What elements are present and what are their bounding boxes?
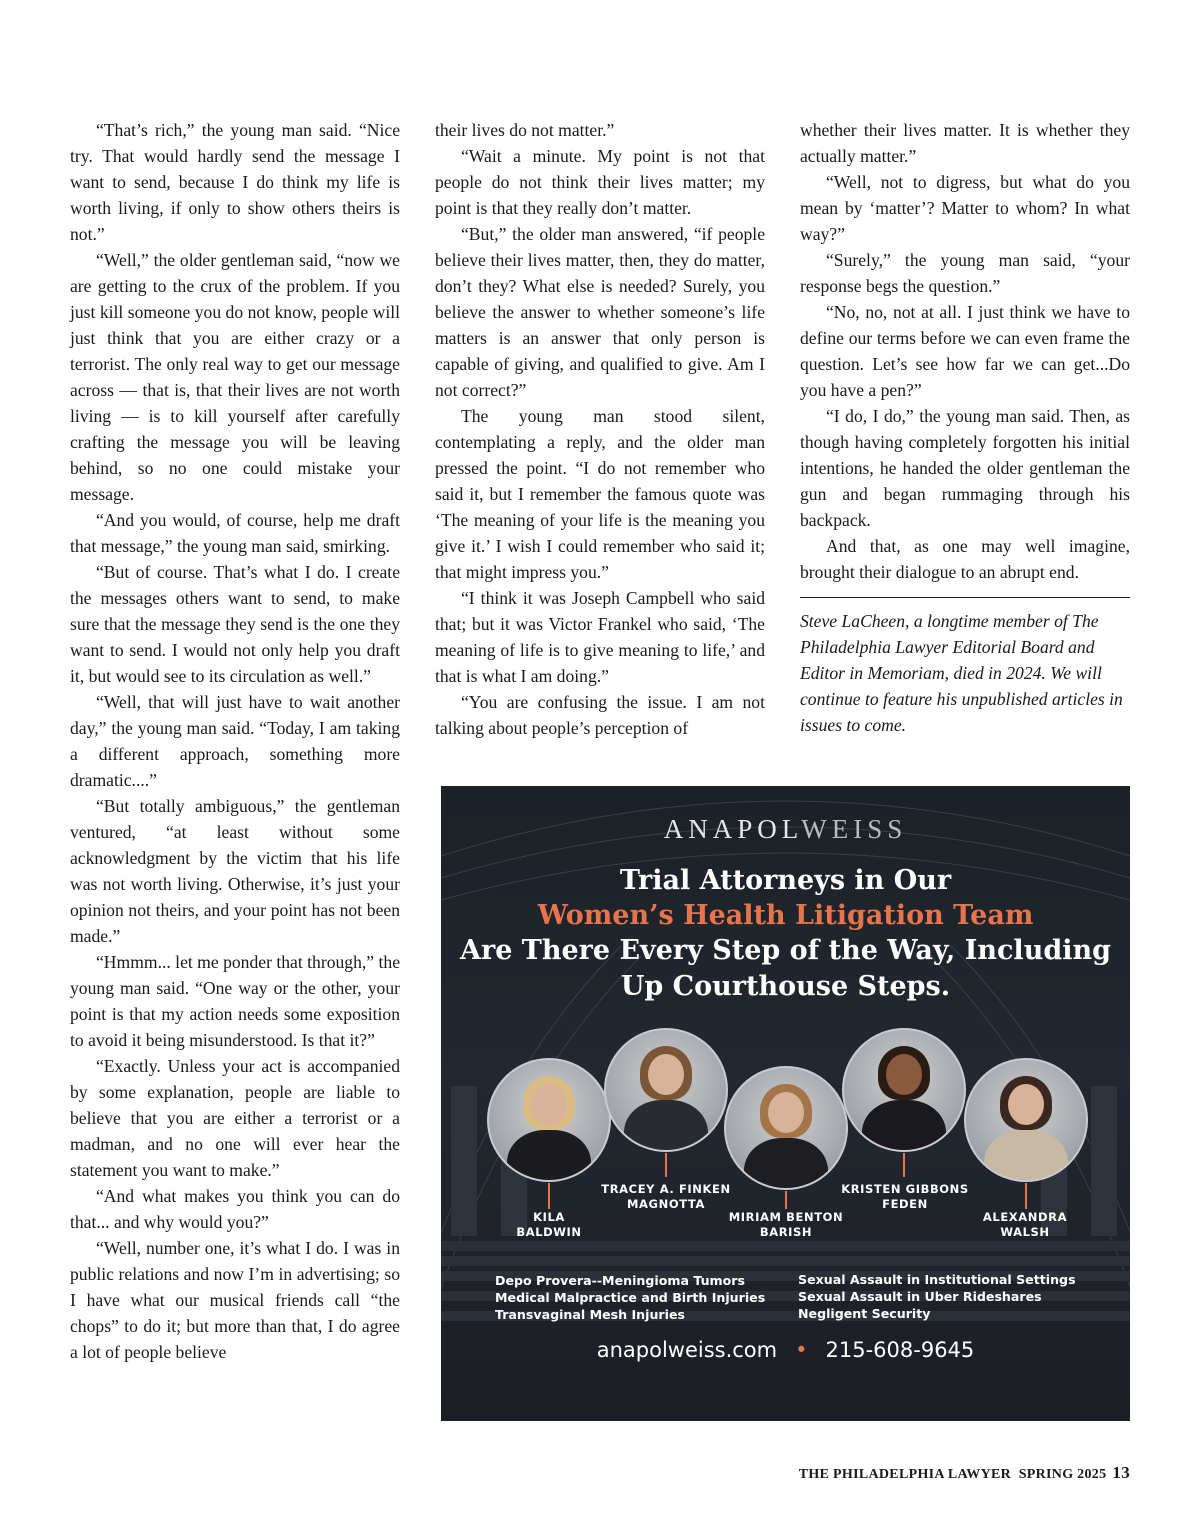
paragraph: And that, as one may well imagine, brought their dialogue to an abrupt end. [800, 536, 1130, 582]
name-line: WALSH [1000, 1225, 1050, 1239]
name-line: TRACEY A. FINKEN [601, 1182, 731, 1196]
author-bio: Steve LaCheen, a longtime member of The Philadelphia Lawyer Editorial Board and Editor in Memoriam, died in 2024. We will continue to feature his unpublished articles in issues to come. [800, 611, 1123, 735]
paragraph: “And what makes you think you can do that... and why would you?” [70, 1186, 400, 1232]
name-leader-line [665, 1153, 667, 1177]
article-column-3 [800, 117, 1130, 738]
attorney-photo-tracey-finken-magnotta [604, 1028, 728, 1152]
firm-phone: 215-608-9645 [825, 1338, 975, 1362]
logo-part-anapol: ANAPOL [663, 814, 802, 844]
name-line: BALDWIN [516, 1225, 582, 1239]
headline-line-4: Up Courthouse Steps. [620, 971, 951, 1002]
paragraph: “Surely,” the young man said, “your response begs the question.” [800, 250, 1130, 296]
paragraph: The young man stood silent, contemplating a reply, and the older man pressed the point. “I do not remember who said it, but I remember the famous quote was ‘The meaning of your life is the meaning you give it.’ I wish I could remember who said it; that might impress you.” [435, 406, 765, 582]
paragraph-continued: their lives do not matter.” [435, 120, 615, 140]
practice-item: Transvaginal Mesh Injuries [495, 1307, 686, 1322]
headline-line-1: Trial Attorneys in Our [619, 865, 952, 896]
publication-name: THE PHILADELPHIA LAWYER [798, 1467, 1012, 1482]
law-firm-advertisement [441, 786, 1130, 1421]
paragraph: “I think it was Joseph Campbell who said that; but it was Victor Frankel who said, ‘The meaning of life is to give meaning to life,’ and that is what I am doing.” [435, 588, 765, 686]
headline-line-3: Are There Every Step of the Way, Including [460, 935, 1111, 966]
attorney-photo-kila-baldwin [487, 1058, 611, 1182]
attorney-name-2 [591, 1182, 741, 1212]
paragraph: “You are confusing the issue. I am not talking about people’s perception of [435, 692, 765, 738]
paragraph: “Well,” the older gentleman said, “now we are getting to the crux of the problem. If you just kill someone you do not know, people will just think that you are either crazy or a terrorist. The only real way to get our message across — that is, that their lives are not worth living — is to kill yourself after carefully crafting the message you will be leaving behind, so no one could mistake your message. [70, 250, 400, 504]
paragraph: “Exactly. Unless your act is accompanied by some explanation, people are liable to believe that you are either a terrorist or a madman, and no one will ever hear the statement you want to make.” [70, 1056, 400, 1180]
paragraph: “Well, not to digress, but what do you mean by ‘matter’? Matter to whom? In what way?” [800, 172, 1130, 244]
firm-website: anapolweiss.com [596, 1338, 778, 1362]
attorney-name-3 [721, 1210, 851, 1240]
separator-dot: • [795, 1338, 808, 1362]
name-leader-line [548, 1183, 550, 1209]
practice-item: Medical Malpractice and Birth Injuries [495, 1290, 766, 1305]
paragraph: “And you would, of course, help me draft that message,” the young man said, smirking. [70, 510, 400, 556]
paragraph: “Well, number one, it’s what I do. I was in public relations and now I’m in advertising; so I have what our musical friends call “the chops” to do it; but more than that, I do agree a lot of people believe [70, 1238, 400, 1362]
name-leader-line [903, 1153, 905, 1177]
attorney-name-4 [830, 1182, 980, 1212]
attorney-name-5 [965, 1210, 1085, 1240]
paragraph: “But,” the older man answered, “if people believe their lives matter, then, they do matter, don’t they? What else is needed? Surely, you believe the answer to whether someone’s life matters is an answer that only person is capable of giving, and qualified to give. Am I not correct?” [435, 224, 765, 400]
headline-line-2: Women’s Health Litigation Team [537, 900, 1034, 931]
paragraph: “That’s rich,” the young man said. “Nice try. That would hardly send the message I want to send, because I do think my life is worth living, if only to show others theirs is not.” [70, 120, 400, 244]
practice-areas-right [798, 1271, 1076, 1322]
paragraph: “I do, I do,” the young man said. Then, as though having completely forgotten his initial intentions, he handed the older gentleman the gun and began rummaging through his backpack. [800, 406, 1130, 530]
name-line: ALEXANDRA [982, 1210, 1068, 1224]
attorney-photo-kristen-gibbons-feden [842, 1028, 966, 1152]
firm-logo [441, 814, 1130, 845]
article-column-1 [70, 117, 400, 1365]
paragraph: “Well, that will just have to wait another day,” the young man said. “Today, I am taking a different approach, something more dramatic....” [70, 692, 400, 790]
name-line: KILA [533, 1210, 565, 1224]
name-line: MIRIAM BENTON [728, 1210, 844, 1224]
article-column-2 [435, 117, 765, 741]
paragraph-continued: whether their lives matter. It is whether they actually matter.” [800, 120, 1130, 166]
issue-label: SPRING 2025 [1018, 1467, 1107, 1482]
attorney-photo-miriam-benton-barish [724, 1066, 848, 1190]
name-line: MAGNOTTA [627, 1197, 705, 1211]
page-footer [799, 1463, 1130, 1483]
paragraph: “No, no, not at all. I just think we have to define our terms before we can even frame the question. Let’s see how far we can get...Do you have a pen?” [800, 302, 1130, 400]
practice-item: Depo Provera--Meningioma Tumors [495, 1273, 746, 1288]
practice-areas-left [495, 1272, 765, 1323]
practice-item: Sexual Assault in Institutional Settings [798, 1272, 1076, 1287]
name-line: FEDEN [882, 1197, 928, 1211]
practice-item: Negligent Security [798, 1306, 931, 1321]
practice-item: Sexual Assault in Uber Rideshares [798, 1289, 1042, 1304]
paragraph: “But of course. That’s what I do. I create the messages others want to send, to make sure that the message they send is the one they want to send. I would not only help you draft it, but would see to its circulation as well.” [70, 562, 400, 686]
paragraph: “But totally ambiguous,” the gentleman ventured, “at least without some acknowledgment by the victim that his life was not worth living. Otherwise, it’s just your opinion not theirs, and your point has not been made.” [70, 796, 400, 946]
paragraph: “Wait a minute. My point is not that people do not think their lives matter; my point is that they really don’t matter. [435, 146, 765, 218]
ad-contact-line [441, 1338, 1130, 1362]
name-leader-line [785, 1191, 787, 1209]
attorney-photo-alexandra-walsh [964, 1058, 1088, 1182]
name-leader-line [1025, 1183, 1027, 1209]
divider [800, 597, 1130, 598]
logo-part-weiss: WEISS [801, 814, 908, 844]
attorney-name-1 [489, 1210, 609, 1240]
name-line: BARISH [759, 1225, 813, 1239]
paragraph: “Hmmm... let me ponder that through,” the young man said. “One way or the other, your point is that my action needs some exposition to avoid it being misunderstood. Is that it?” [70, 952, 400, 1050]
name-line: KRISTEN GIBBONS [841, 1182, 969, 1196]
page-number: 13 [1112, 1463, 1130, 1482]
